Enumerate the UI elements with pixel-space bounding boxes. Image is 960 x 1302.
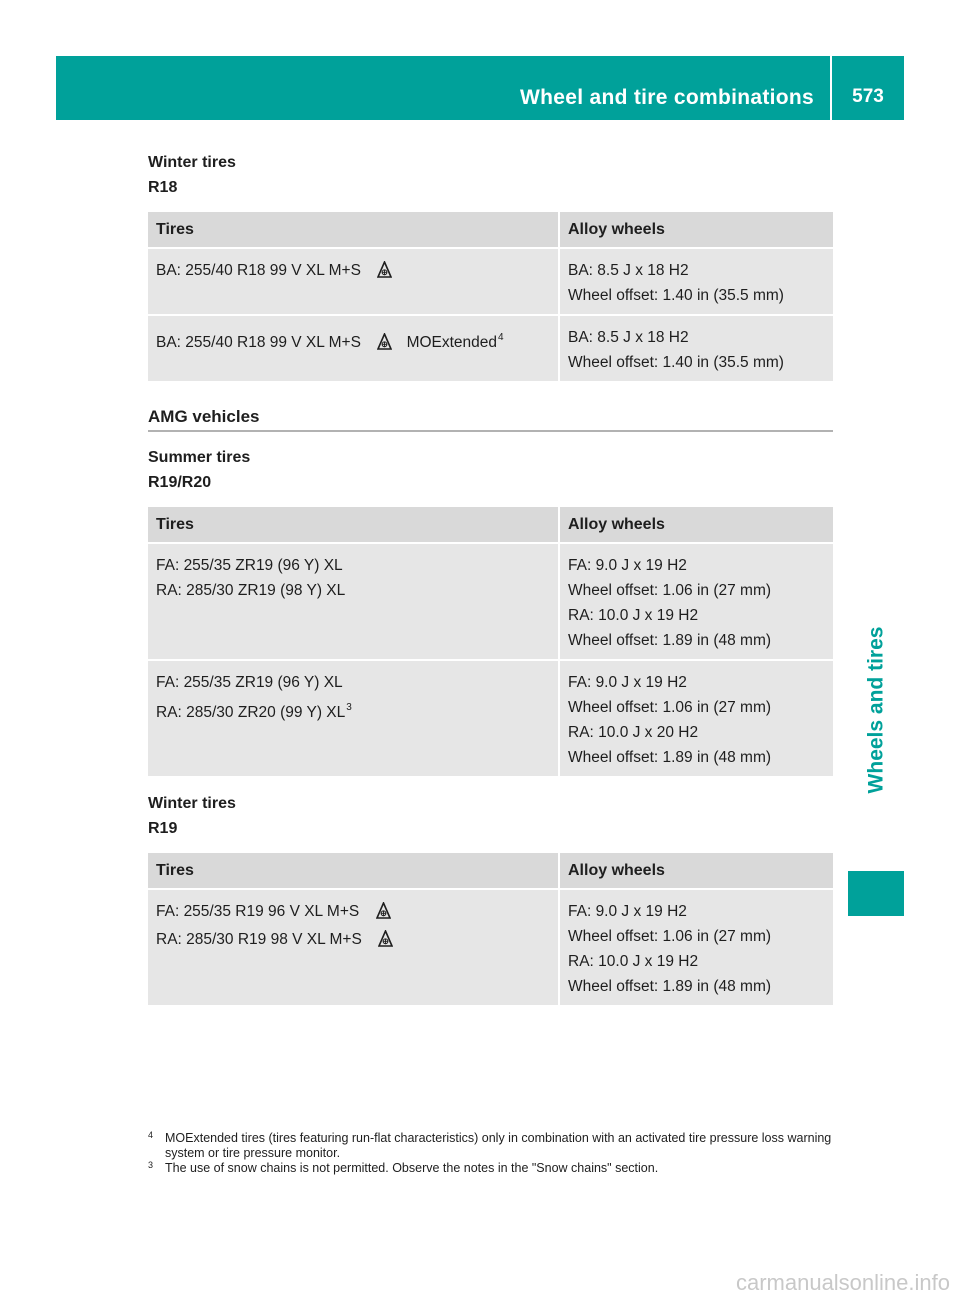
wheel-spec: FA: 9.0 J x 19 H2 — [568, 674, 687, 691]
wheel-cell — [559, 315, 833, 382]
column-header-alloy-wheels: Alloy wheels — [559, 853, 833, 889]
wheel-cell — [559, 660, 833, 777]
header-bar — [56, 56, 904, 120]
table-header-row — [148, 212, 833, 248]
section-heading-amg: AMG vehicles — [148, 407, 833, 432]
footnote-marker: 3 — [346, 702, 352, 713]
footnotes — [148, 1131, 838, 1176]
wheel-offset: Wheel offset: 1.40 in (35.5 mm) — [568, 354, 784, 371]
side-tab-block — [848, 871, 904, 916]
tire-spec-line — [156, 927, 550, 955]
watermark: carmanualsonline.info — [735, 1270, 950, 1295]
page-number: 573 — [852, 86, 884, 107]
tire-spec: BA: 255/40 R18 99 V XL M+S — [156, 262, 361, 279]
snowflake-mountain-icon — [377, 261, 392, 286]
tire-cell — [148, 248, 559, 315]
tire-spec: RA: 285/30 R19 98 V XL M+S — [156, 931, 362, 948]
table-row — [148, 543, 833, 660]
wheel-spec: FA: 9.0 J x 19 H2 — [568, 557, 687, 574]
wheel-spec: RA: 10.0 J x 19 H2 — [568, 953, 699, 970]
snowflake-mountain-icon — [378, 930, 393, 955]
wheel-spec: RA: 10.0 J x 19 H2 — [568, 607, 699, 624]
section-heading-winter-r18: Winter tires — [148, 154, 236, 171]
tire-spec-line — [156, 695, 550, 725]
section-subheading-r19: R19 — [148, 820, 178, 837]
section-subheading-r19-r20: R19/R20 — [148, 474, 212, 491]
wheel-offset: Wheel offset: 1.06 in (27 mm) — [568, 699, 772, 716]
tire-spec: FA: 255/35 R19 96 V XL M+S — [156, 903, 360, 920]
tire-spec-line — [156, 325, 550, 358]
page-title: Wheel and tire combinations — [520, 86, 814, 109]
tire-cell — [148, 889, 559, 1006]
table-row — [148, 889, 833, 1006]
column-header-alloy-wheels: Alloy wheels — [559, 507, 833, 543]
table-winter-r19 — [148, 853, 833, 1007]
wheel-spec: FA: 9.0 J x 19 H2 — [568, 903, 687, 920]
side-tab-label: Wheels and tires — [864, 626, 888, 794]
table-summer-r19-r20 — [148, 507, 833, 778]
main-content — [148, 150, 833, 1020]
wheel-spec: RA: 10.0 J x 20 H2 — [568, 724, 699, 741]
column-header-tires: Tires — [148, 212, 559, 248]
tire-spec-line — [156, 899, 550, 927]
tire-cell — [148, 660, 559, 777]
footnote-number: 3 — [148, 1160, 154, 1170]
section-heading-summer: Summer tires — [148, 449, 251, 466]
tire-cell — [148, 315, 559, 382]
snowflake-mountain-icon — [377, 333, 392, 358]
wheel-offset: Wheel offset: 1.89 in (48 mm) — [568, 978, 772, 995]
tire-spec: BA: 255/40 R18 99 V XL M+S — [156, 334, 361, 351]
wheel-cell — [559, 889, 833, 1006]
section-heading-winter-r19: Winter tires — [148, 795, 236, 812]
tire-cell — [148, 543, 559, 660]
column-header-tires: Tires — [148, 853, 559, 889]
wheel-offset: Wheel offset: 1.06 in (27 mm) — [568, 928, 772, 945]
tire-spec-line — [156, 258, 550, 286]
footnote-number: 4 — [148, 1130, 154, 1140]
wheel-offset: Wheel offset: 1.89 in (48 mm) — [568, 632, 772, 649]
table-header-row — [148, 853, 833, 889]
tire-spec: RA: 285/30 ZR20 (99 Y) XL — [156, 704, 346, 721]
table-row — [148, 660, 833, 777]
table-header-row — [148, 507, 833, 543]
wheel-cell — [559, 248, 833, 315]
tire-spec: FA: 255/35 ZR19 (96 Y) XL — [156, 557, 343, 574]
side-tab — [848, 560, 904, 860]
wheel-spec: BA: 8.5 J x 18 H2 — [568, 262, 689, 279]
footnote-text: The use of snow chains is not permitted. Observe the notes in the "Snow chains" section. — [165, 1161, 659, 1175]
wheel-offset: Wheel offset: 1.40 in (35.5 mm) — [568, 287, 784, 304]
footnote-item — [148, 1131, 838, 1161]
tire-spec: FA: 255/35 ZR19 (96 Y) XL — [156, 674, 343, 691]
footnote-item — [148, 1161, 838, 1176]
table-row — [148, 248, 833, 315]
wheel-offset: Wheel offset: 1.06 in (27 mm) — [568, 582, 772, 599]
column-header-alloy-wheels: Alloy wheels — [559, 212, 833, 248]
wheel-offset: Wheel offset: 1.89 in (48 mm) — [568, 749, 772, 766]
tire-spec: RA: 285/30 ZR19 (98 Y) XL — [156, 582, 346, 599]
snowflake-mountain-icon — [376, 902, 391, 927]
table-winter-r18 — [148, 212, 833, 383]
table-row — [148, 315, 833, 382]
footnote-text: MOExtended tires (tires featuring run-flat characteristics) only in combination with an activated tire pressure loss warning system or tire pressure monitor. — [165, 1131, 832, 1160]
column-header-tires: Tires — [148, 507, 559, 543]
wheel-cell — [559, 543, 833, 660]
footnote-marker: 4 — [498, 332, 504, 343]
moextended-label: MOExtended — [406, 334, 498, 351]
section-subheading-r18: R18 — [148, 179, 178, 196]
wheel-spec: BA: 8.5 J x 18 H2 — [568, 329, 689, 346]
